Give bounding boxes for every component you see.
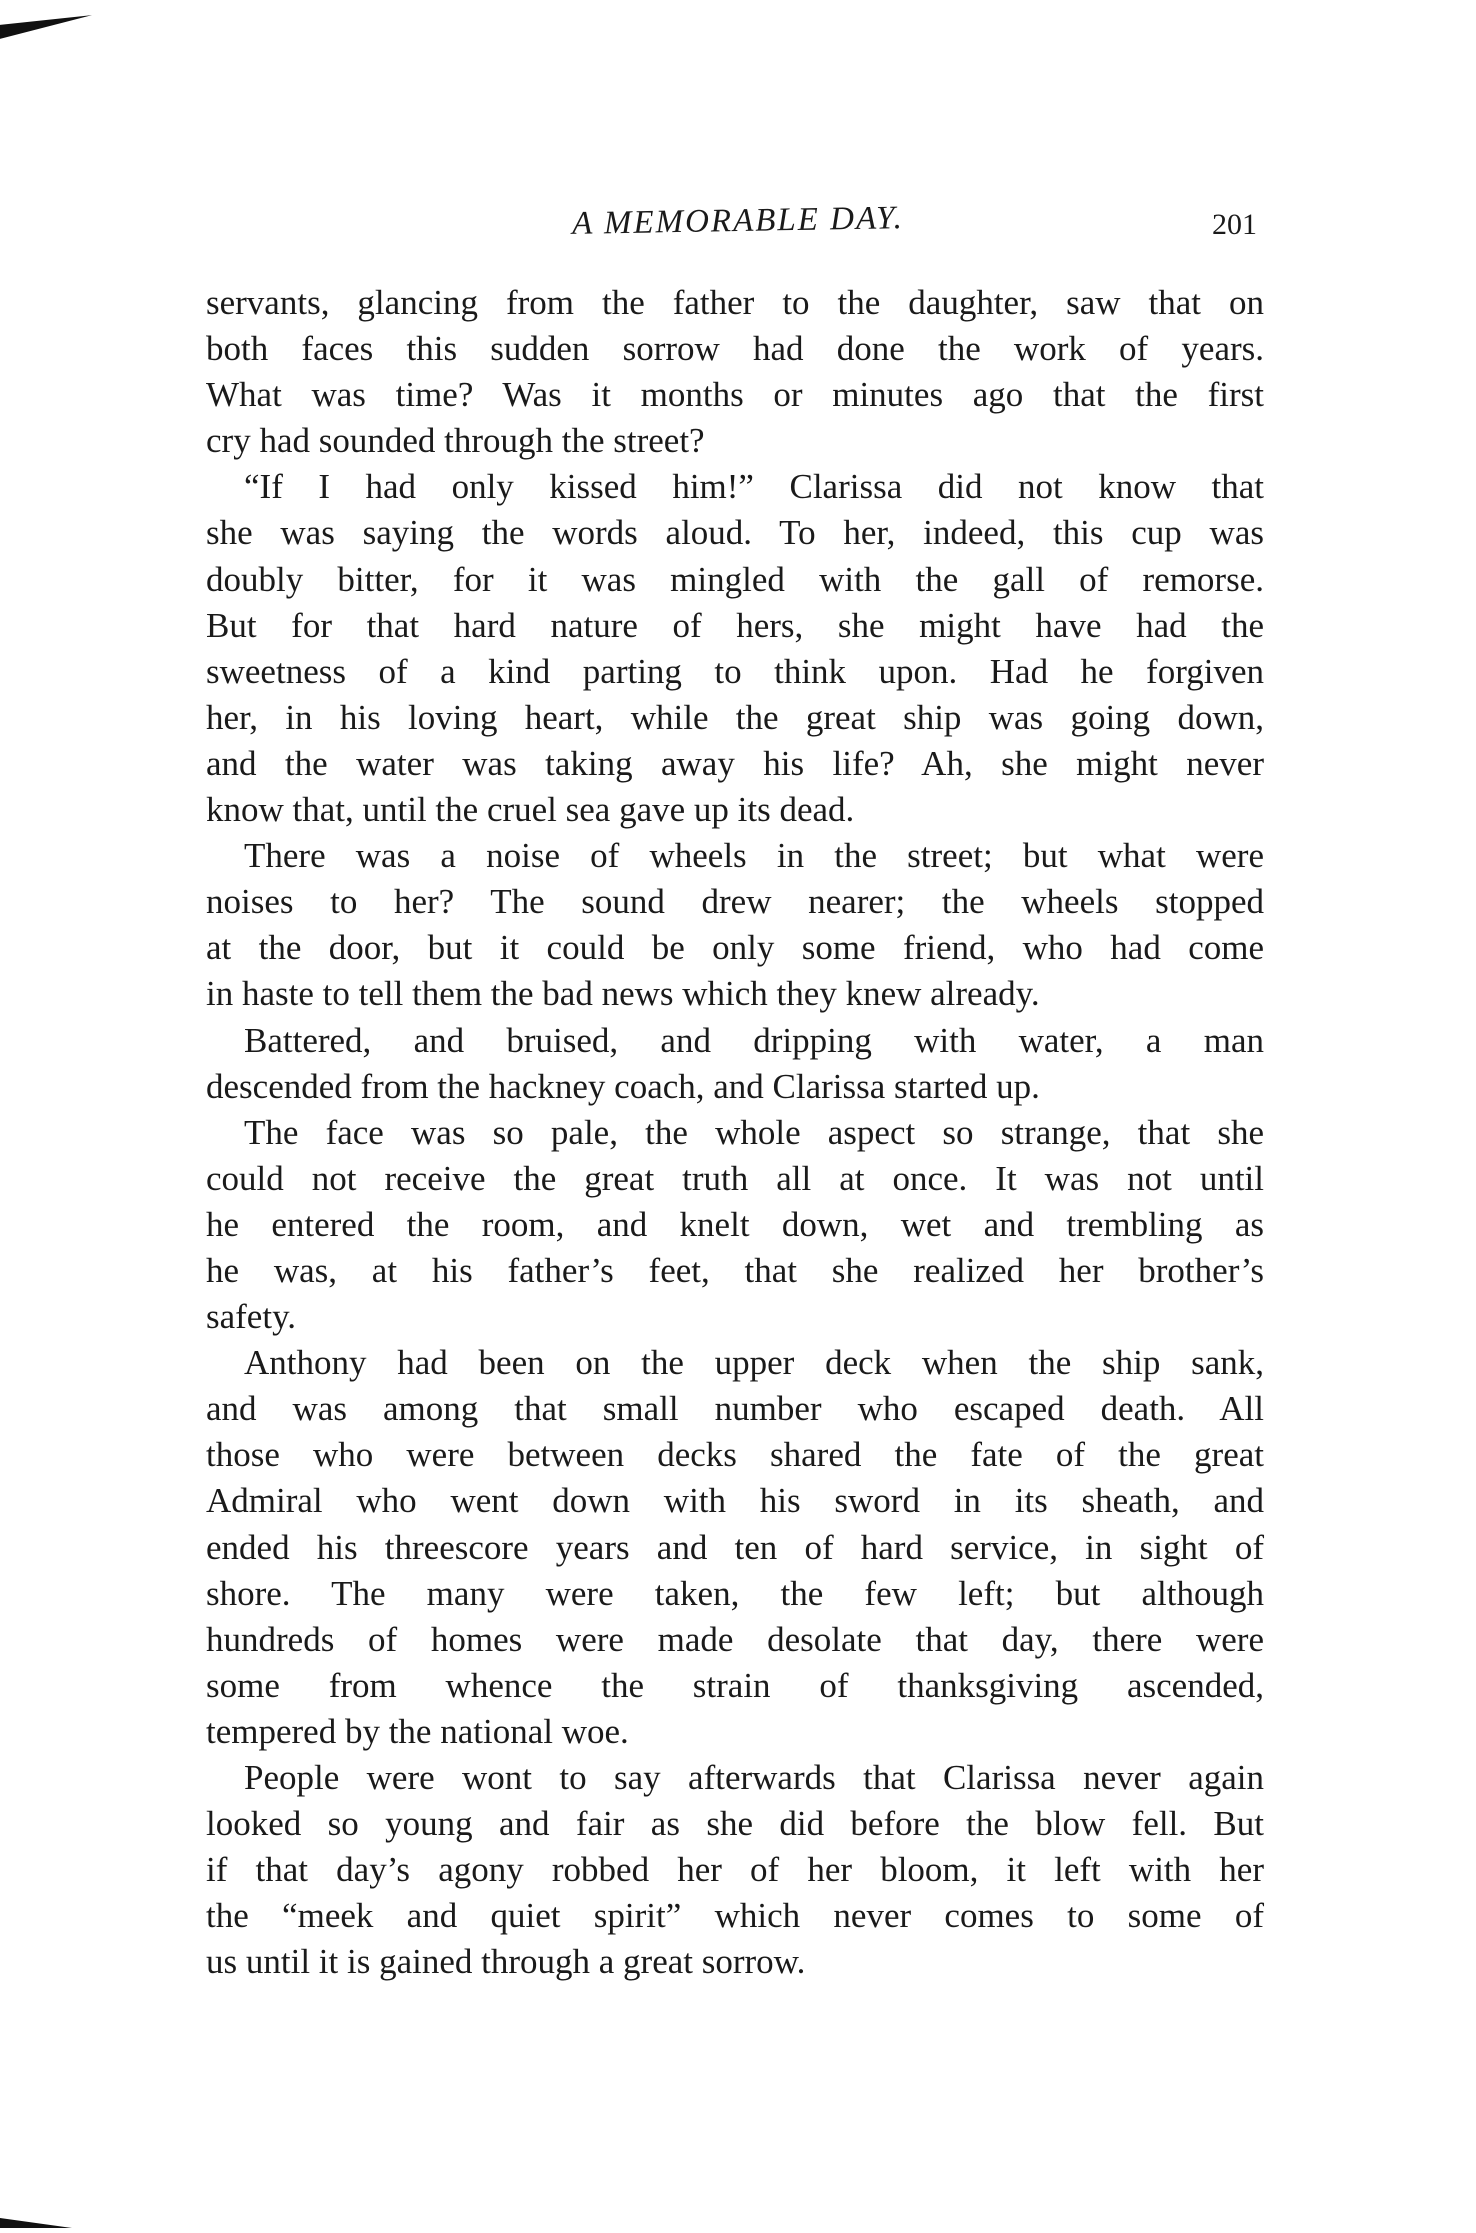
page-number: 201 — [1212, 208, 1257, 241]
text-line: he entered the room, and knelt down, wet and trembling as — [206, 1204, 1264, 1244]
paragraph — [206, 833, 1264, 1017]
text-line: There was a noise of wheels in the street; but what were — [244, 836, 1264, 876]
text-line: know that, until the cruel sea gave up its dead. — [206, 790, 855, 830]
text-line: noises to her? The sound drew nearer; the wheels stopped — [206, 882, 1264, 922]
text-line: hundreds of homes were made desolate that day, there were — [206, 1619, 1264, 1659]
text-line: Admiral who went down with his sword in its sheath, and — [206, 1481, 1264, 1521]
text-line: in haste to tell them the bad news which they knew already. — [206, 974, 1040, 1014]
text-line: shore. The many were taken, the few left; but although — [206, 1573, 1264, 1613]
text-line: descended from the hackney coach, and Clarissa started up. — [206, 1066, 1040, 1106]
text-line: Anthony had been on the upper deck when the ship sank, — [244, 1343, 1264, 1383]
paragraph — [206, 1018, 1264, 1110]
text-line: the “meek and quiet spirit” which never comes to some of — [206, 1896, 1264, 1936]
text-line: he was, at his father’s feet, that she realized her brother’s — [206, 1250, 1264, 1290]
text-line: she was saying the words aloud. To her, indeed, this cup was — [206, 513, 1264, 553]
text-line: servants, glancing from the father to the daughter, saw that on — [206, 283, 1264, 322]
body-text — [206, 280, 1264, 1985]
text-line: But for that hard nature of hers, she might have had the — [206, 605, 1264, 645]
paragraph — [206, 1110, 1264, 1340]
text-line: “If I had only kissed him!” Clarissa did not know that — [244, 467, 1264, 507]
text-line: What was time? Was it months or minutes ago that the first — [206, 375, 1264, 415]
paragraph — [206, 280, 1264, 464]
text-line: ended his threescore years and ten of hard service, in sight of — [206, 1527, 1264, 1567]
text-line: could not receive the great truth all at once. It was not until — [206, 1158, 1264, 1198]
text-line: some from whence the strain of thanksgiving ascended, — [206, 1665, 1264, 1705]
text-line: People were wont to say afterwards that Clarissa never again — [244, 1758, 1264, 1797]
text-line: those who were between decks shared the fate of the great — [206, 1435, 1264, 1475]
text-line: Battered, and bruised, and dripping with water, a man — [244, 1020, 1264, 1060]
text-line: and was among that small number who escaped death. All — [206, 1389, 1264, 1429]
text-line: The face was so pale, the whole aspect so strange, that she — [244, 1112, 1264, 1152]
paragraph — [206, 464, 1264, 833]
scan-corner-mark-top — [0, 15, 92, 53]
paragraph — [206, 1755, 1264, 1985]
text-line: sweetness of a kind parting to think upon. Had he forgiven — [206, 651, 1264, 691]
text-line: cry had sounded through the street? — [206, 421, 705, 461]
text-line: safety. — [206, 1297, 297, 1337]
text-line: at the door, but it could be only some friend, who had come — [206, 928, 1264, 968]
text-line: if that day’s agony robbed her of her bloom, it left with her — [206, 1850, 1264, 1890]
scan-corner-mark-bottom — [0, 2218, 72, 2228]
text-line: her, in his loving heart, while the great ship was going down, — [206, 697, 1264, 737]
text-line: us until it is gained through a great sorrow. — [206, 1942, 806, 1982]
text-line: both faces this sudden sorrow had done the work of years. — [206, 329, 1264, 369]
text-line: and the water was taking away his life? Ah, she might never — [206, 743, 1264, 783]
text-line: looked so young and fair as she did before the blow fell. But — [206, 1804, 1264, 1844]
paragraph — [206, 1340, 1264, 1755]
text-line: doubly bitter, for it was mingled with the gall of remorse. — [206, 559, 1264, 599]
running-title: A MEMORABLE DAY. — [571, 200, 905, 242]
text-line: tempered by the national woe. — [206, 1711, 629, 1751]
